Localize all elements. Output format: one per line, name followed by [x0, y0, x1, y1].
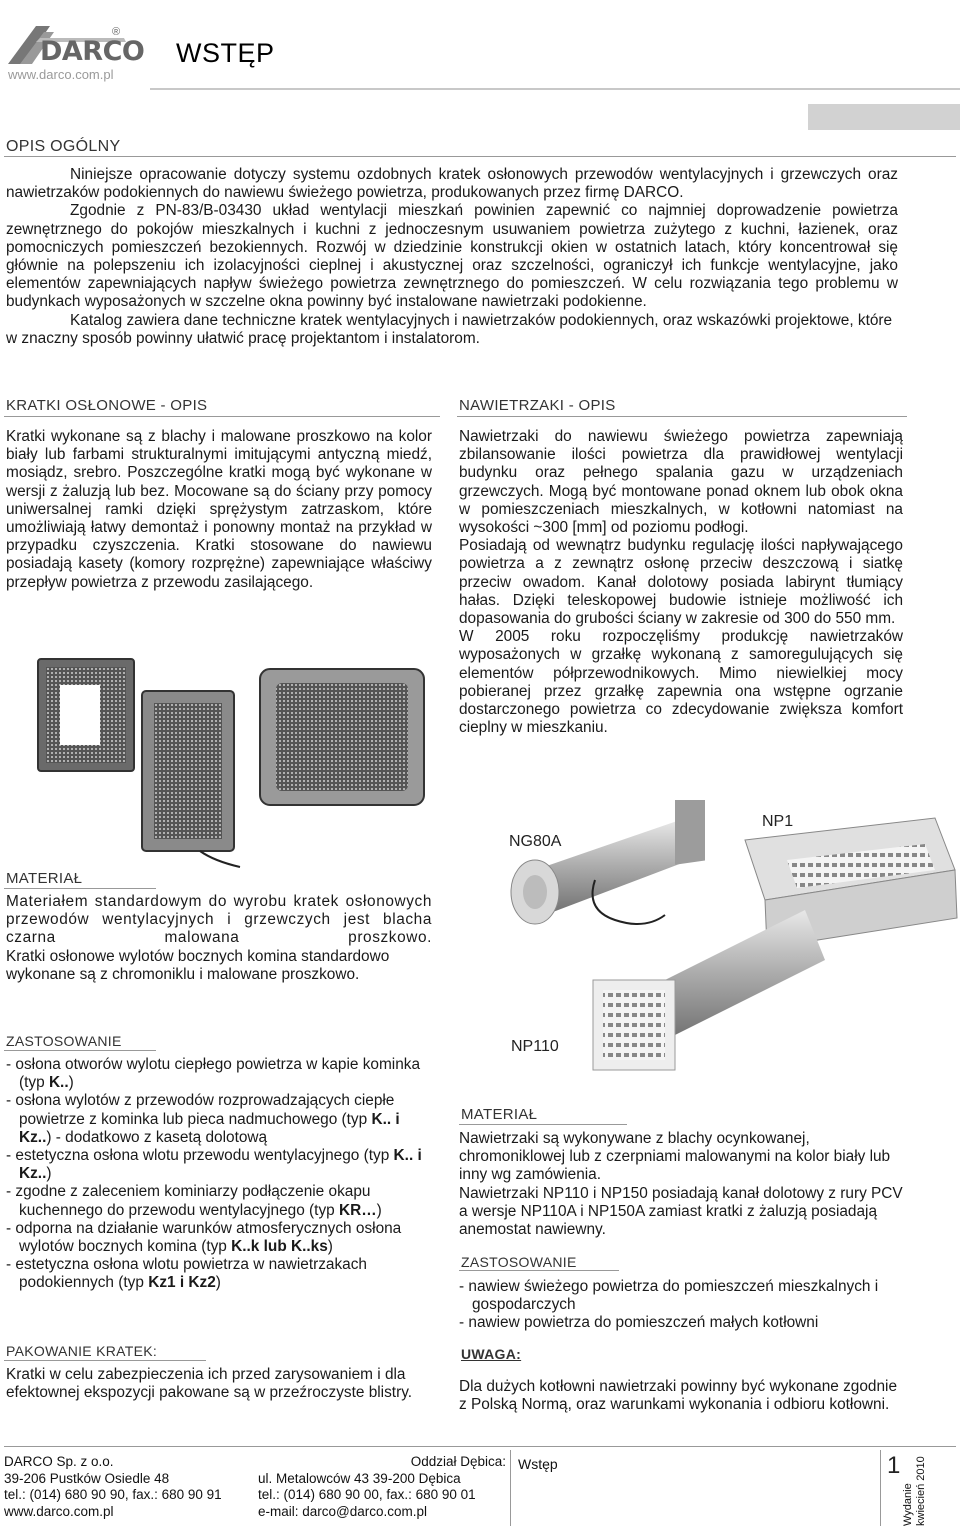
general-heading: OPIS OGÓLNY: [6, 138, 121, 155]
grilles-description: Kratki wykonane są z blachy i malowane proszkowo na kolor biały lub farbami strukturalnymi imitującymi antyczną miedź, mosiądz, srebro. Poszczególne kratki mogą być wykonane w wersji z żaluzją lub bez. Mocowane są do ściany przy pomocy uniwersalnej ramki dzięki sprężystym zatrzaskom, które umożliwiają łatwy demontaż i ponowny montaż na przykład w przypadku czyszczenia. Kratki stosowane do nawiewu posiadają kasety (komory rozprężne) zapewniające właściwy przepływ powietrza z przewodu zasilającego.: [6, 428, 432, 591]
grille-tall-image: [142, 691, 240, 867]
footer-branch-phone: tel.: (014) 680 90 00, fax.: 680 90 01: [258, 1487, 476, 1502]
intro-paragraph-2: Zgodnie z PN-83/B-03430 układ wentylacji mieszkań powinien zapewnić co najmniej doprowadzenie powietrza zewnętrznego do pokojów mieszkalnych i kuchni z jednoczesnym usuwaniem powietrza zużytego z kuchni, łazienek, oraz pomocniczych pomieszczeń bezokiennych. Rozwój w dziedzinie konstrukcji okien w ostatnich latach, który koncentrował się głównie na polepszeniu ich izolacyjności cieplnej i akustycznej oraz szczelności, ograniczył ich funkcje wentylacyjne, jako elementów zapewniających napływ świeżego powietrza zewnętrznego do pomieszczeń. W celu rozwiązania tego problemu w budynkach wyposażonych w szczelne okna powinny być instalowane nawietrzaki podokienne.: [6, 202, 898, 311]
usage-item: - odporna na działanie warunków atmosferycznych osłona wylotów bocznych komina (typ K..k lub K..ks): [6, 1219, 402, 1256]
vents-usage-heading: ZASTOSOWANIE: [461, 1254, 577, 1270]
note-heading: UWAGA:: [461, 1346, 522, 1362]
footer-phone: tel.: (014) 680 90 90, fax.: 680 90 91: [4, 1487, 222, 1502]
edition-date: kwiecień 2010: [915, 1456, 927, 1526]
vents-material-heading: MATERIAŁ: [461, 1106, 538, 1123]
packing-text: Kratki w celu zabezpieczenia ich przed zarysowaniem i dla efektownej ekspozycji pakowane są w przeźroczyste blistry.: [6, 1366, 413, 1402]
vents-usage-list: [459, 1278, 907, 1333]
grilles-material-rule: [4, 888, 156, 889]
packing-heading: PAKOWANIE KRATEK:: [6, 1343, 158, 1359]
usage-item: - osłona wylotów z przewodów rozprowadzających ciepłe powietrze z kominka lub pieca nadmuchowego (typ K.. i Kz..) - dodatkowo z kasetą dolotową: [6, 1092, 400, 1146]
vents-material-rule: [459, 1124, 627, 1125]
np110-image: [593, 910, 825, 1070]
footer-web[interactable]: www.darco.com.pl: [4, 1503, 114, 1519]
vents-material-p2: Nawietrzaki NP110 i NP150 posiadają kanał dolotowy z rury PCV a wersje NP110A i NP150A zamiast kratki z żaluzją posiadają anemostat nawiewny.: [459, 1184, 903, 1239]
grilles-material-p1: Materiałem standardowym do wyrobu kratek osłonowych przewodów wentylacyjnych i grzewczych jest blacha czarna malowana proszkowo.: [6, 893, 432, 947]
grilles-usage-heading: ZASTOSOWANIE: [6, 1033, 122, 1049]
footer-section: Wstęp: [518, 1456, 558, 1472]
usage-item: - zgodne z zaleceniem kominiarzy podłączenie okapu kuchennego do przewodu wentylacyjnego (typ KR…): [6, 1183, 382, 1219]
vents-heading: NAWIETRZAKI - OPIS: [459, 397, 616, 414]
header-band: [0, 104, 960, 130]
photo-label-np1: NP1: [762, 813, 794, 830]
footer-company: [4, 1454, 254, 1520]
grilles-usage-list: [6, 1056, 432, 1293]
footer-branch: [258, 1454, 506, 1520]
edition-label: Wydanie: [902, 1483, 914, 1526]
vents-usage-item: - nawiew powietrza do pomieszczeń małych kotłowni: [459, 1314, 819, 1332]
vents-photo: [495, 800, 960, 1100]
photo-label-ng80a: NG80A: [509, 833, 562, 850]
logo-text: DARCO: [40, 36, 145, 67]
footer-branch-name: Oddział Dębica:: [410, 1454, 506, 1469]
grilles-usage-rule: [4, 1050, 156, 1051]
logo-url: www.darco.com.pl: [8, 67, 114, 82]
grilles-heading: KRATKI OSŁONOWE - OPIS: [6, 397, 208, 414]
vents-paragraph-2: Posiadają od wewnątrz budynku regulację ilości napływającego powietrza a z zewnątrz osłonę przeciw deszczową i siatkę przeciw owadom. Kanał dolotowy posiada labirynt tłumiący hałas. Dzięki teleskopowej budowie istnieje możliwość ich dopasowania do grubości ściany w zakresie od 300 do 550 mm.: [459, 537, 903, 628]
edition-info: [902, 1456, 928, 1526]
usage-item: - osłona otworów wylotu ciepłego powietrza w kapie kominka (typ K..): [6, 1056, 421, 1092]
vents-paragraph-3: W 2005 roku rozpoczęliśmy produkcję nawietrzaków wyposażonych w grzałkę wykonaną z samoregulujących się elementów półprzewodnikowych. Mimo niewielkiej mocy pobieranej przez grzałkę zapewnia ona wstępne ogrzanie dostarczonego powietrza co zdecydowanie zwiększa komfort cieplny w mieszkaniu.: [459, 628, 903, 737]
packing-rule: [4, 1360, 206, 1361]
photo-label-np110: NP110: [511, 1038, 559, 1055]
intro-paragraph-1: Niniejsze opracowanie dotyczy systemu ozdobnych kratek osłonowych przewodów wentylacyjnych i grzewczych oraz nawietrzaków podokiennych do nawiewu świeżego powietrza, produkowanych przez firmę DARCO.: [6, 166, 898, 202]
vents-heading-rule: [457, 416, 907, 417]
grilles-heading-rule: [4, 416, 440, 417]
note-text: Dla dużych kotłowni nawietrzaki powinny być wykonane zgodnie z Polską Normą, oraz warunkami wykonania i odbioru kotłowni.: [459, 1378, 898, 1414]
ng80a-image: [511, 800, 705, 924]
grilles-photo: [30, 655, 430, 875]
footer-divider-1: [510, 1450, 511, 1526]
footer-divider-2: [880, 1450, 881, 1526]
vents-paragraph-1: Nawietrzaki do nawiewu świeżego powietrza zapewniają zbilansowanie ilości powietrza dla prawidłowej wentylacji budynku oraz pełnego spalania gazu w urządzeniach grzewczych. Mogą być montowane ponad oknem lub obok okna w pomieszczeniach mieszkalnych, w kotłowni natomiast na wysokości ~300 [mm] od poziomu podłogi.: [459, 428, 903, 537]
grilles-material-p2: Kratki osłonowe wylotów bocznych komina standardowo wykonane są z chromoniklu i malowane proszkowo.: [6, 947, 390, 983]
general-intro: [6, 166, 898, 348]
usage-item: - estetyczna osłona wlotu przewodu wentylacyjnego (typ K.. i Kz..): [6, 1147, 422, 1183]
header-divider: [150, 88, 960, 90]
logo-registered-mark: ®: [112, 26, 121, 38]
grille-wide-image: [260, 669, 424, 805]
footer-address: 39-206 Pustków Osiedle 48: [4, 1470, 170, 1486]
general-heading-rule: [4, 156, 956, 157]
footer-branch-email[interactable]: e-mail: darco@darco.com.pl: [258, 1503, 428, 1519]
vents-usage-rule: [459, 1270, 619, 1271]
footer-rule: [4, 1446, 956, 1447]
vents-usage-item: - nawiew świeżego powietrza do pomieszczeń mieszkalnych i gospodarczych: [459, 1278, 879, 1314]
grilles-material: [6, 893, 432, 984]
usage-item: - estetyczna osłona wlotu powietrza w nawietrzakach podokiennych (typ Kz1 i Kz2): [6, 1256, 367, 1292]
grilles-material-heading: MATERIAŁ: [6, 870, 83, 887]
grille-with-door-image: [38, 659, 134, 771]
vents-description: [459, 428, 903, 737]
footer-branch-address: ul. Metalowców 43 39-200 Dębica: [258, 1470, 461, 1486]
page-number: 1: [887, 1452, 901, 1479]
page-title: WSTĘP: [176, 38, 275, 68]
vents-material: [459, 1130, 907, 1239]
vents-material-p1: Nawietrzaki są wykonywane z blachy ocynkowanej, chromoniklowej lub z czerpniami malowanymi na kolor biały lub inny wg zamówienia.: [459, 1130, 891, 1184]
footer-company-name: DARCO Sp. z o.o.: [4, 1454, 114, 1469]
intro-paragraph-3: Katalog zawiera dane techniczne kratek wentylacyjnych i nawietrzaków podokiennych, oraz wskazówki projektowe, które w znaczny sposób powinny ułatwić pracę projektantom i instalatorom.: [6, 311, 893, 347]
